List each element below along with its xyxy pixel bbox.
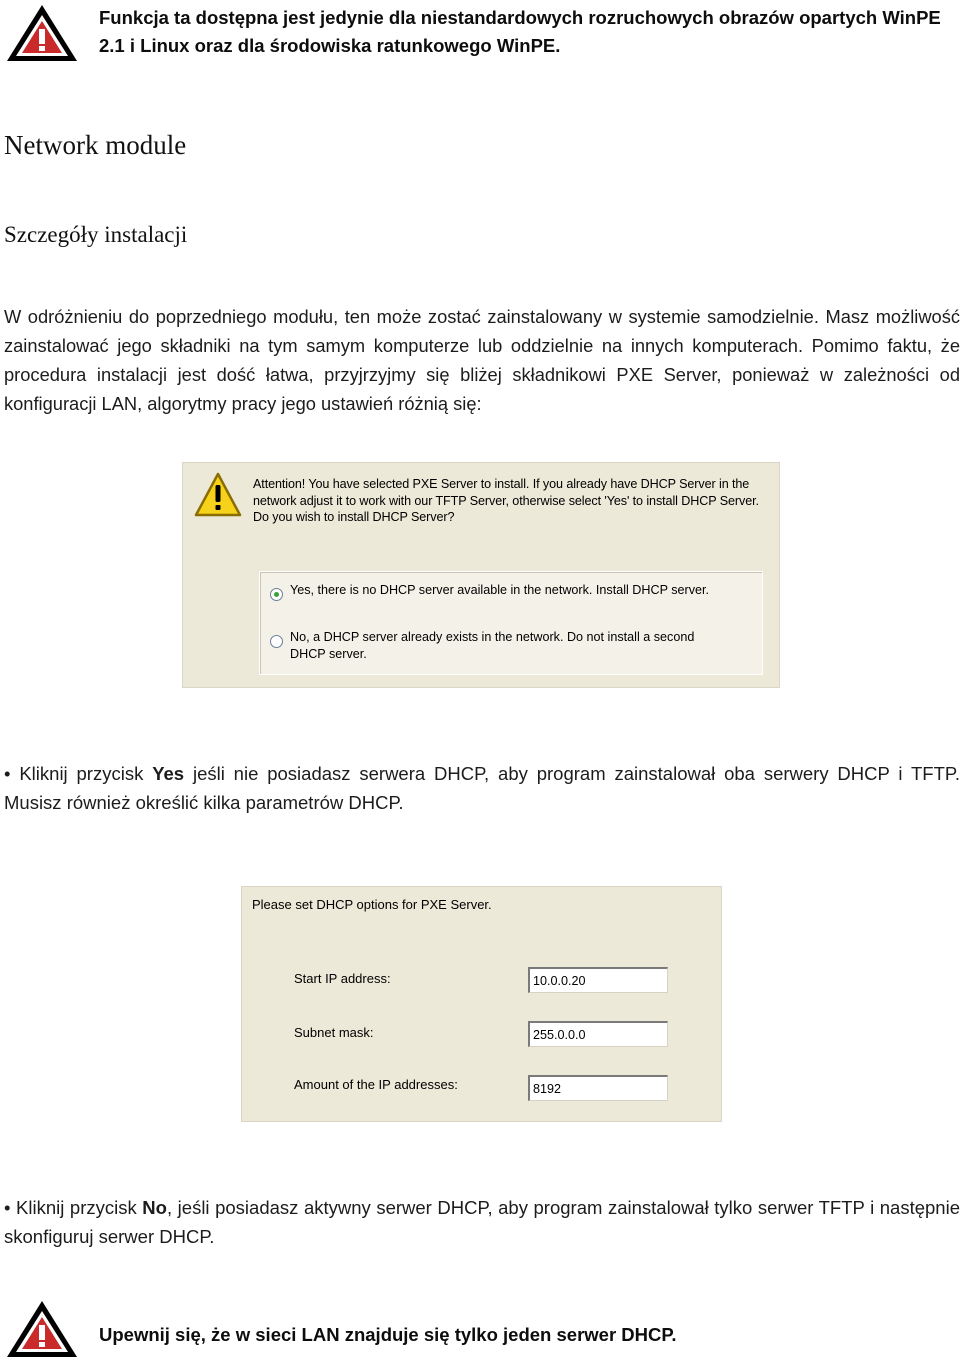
subnet-mask-field[interactable]: 255.0.0.0 — [528, 1021, 668, 1047]
radio-icon[interactable] — [270, 588, 283, 601]
dhcp-install-dialog — [182, 462, 780, 688]
start-ip-label: Start IP address: — [294, 971, 391, 986]
warning-icon — [4, 1298, 80, 1360]
top-warning-note: Funkcja ta dostępna jest jedynie dla niestandardowych rozruchowych obrazów opartych WinPE 2.1 i Linux oraz dla środowiska ratunkowego WinPE. — [99, 7, 941, 56]
dhcp-options-dialog — [241, 886, 722, 1122]
bottom-warning-note: Upewnij się, że w sieci LAN znajduje się tylko jeden serwer DHCP. — [99, 1324, 677, 1345]
radio-icon[interactable] — [270, 635, 283, 648]
intro-paragraph: W odróżnieniu do poprzedniego modułu, ten może zostać zainstalowany w systemie samodzielnie. Masz możliwość zainstalować jego składniki na tym samym komputerze lub oddzielnie na innych komputerach. Pomimo faktu, że procedura instalacji jest dość łatwa, przyjrzyjmy się bliżej składnikowi PXE Server, ponieważ w zależności od konfiguracji LAN, algorytmy pracy jego ustawień różnią się: — [4, 306, 960, 414]
subsection-heading: Szczegóły instalacji — [4, 222, 188, 247]
bullet-text-pre: Kliknij przycisk — [16, 1197, 137, 1218]
bullet-text-post: , jeśli posiadasz aktywny serwer DHCP, aby program zainstalował tylko serwer TFTP i następnie skonfiguruj serwer DHCP. — [4, 1197, 960, 1247]
subnet-mask-label: Subnet mask: — [294, 1025, 374, 1040]
dhcp-options-group — [259, 571, 763, 675]
section-heading: Network module — [4, 130, 187, 160]
bullet-marker: • — [4, 763, 11, 784]
bullet-no — [4, 1193, 960, 1251]
dialog-intro: Please set DHCP options for PXE Server. — [252, 897, 492, 912]
bullet-text-pre: Kliknij przycisk — [19, 763, 144, 784]
dialog-message: Attention! You have selected PXE Server to install. If you already have DHCP Server in the network adjust it to work with our TFTP Server, otherwise select 'Yes' to install DHCP Server. Do you wish to install DHCP Server? — [253, 477, 759, 524]
bullet-marker: • — [4, 1197, 11, 1218]
radio-label-yes: Yes, there is no DHCP server available in the network. Install DHCP server. — [290, 583, 710, 597]
bullet-key-yes: Yes — [152, 763, 185, 784]
bullet-text-post: jeśli nie posiadasz serwera DHCP, aby program zainstalował oba serwery DHCP i TFTP. Musisz również określić kilka parametrów DHCP. — [4, 763, 960, 813]
ip-amount-label: Amount of the IP addresses: — [294, 1077, 458, 1092]
radio-label-no: No, a DHCP server already exists in the network. Do not install a second DHCP server. — [290, 630, 695, 661]
bullet-yes — [4, 759, 960, 817]
bullet-key-no: No — [142, 1197, 167, 1218]
warning-icon — [193, 471, 243, 521]
start-ip-field[interactable]: 10.0.0.20 — [528, 967, 668, 993]
ip-amount-field[interactable]: 8192 — [528, 1075, 668, 1101]
warning-icon — [4, 2, 80, 64]
